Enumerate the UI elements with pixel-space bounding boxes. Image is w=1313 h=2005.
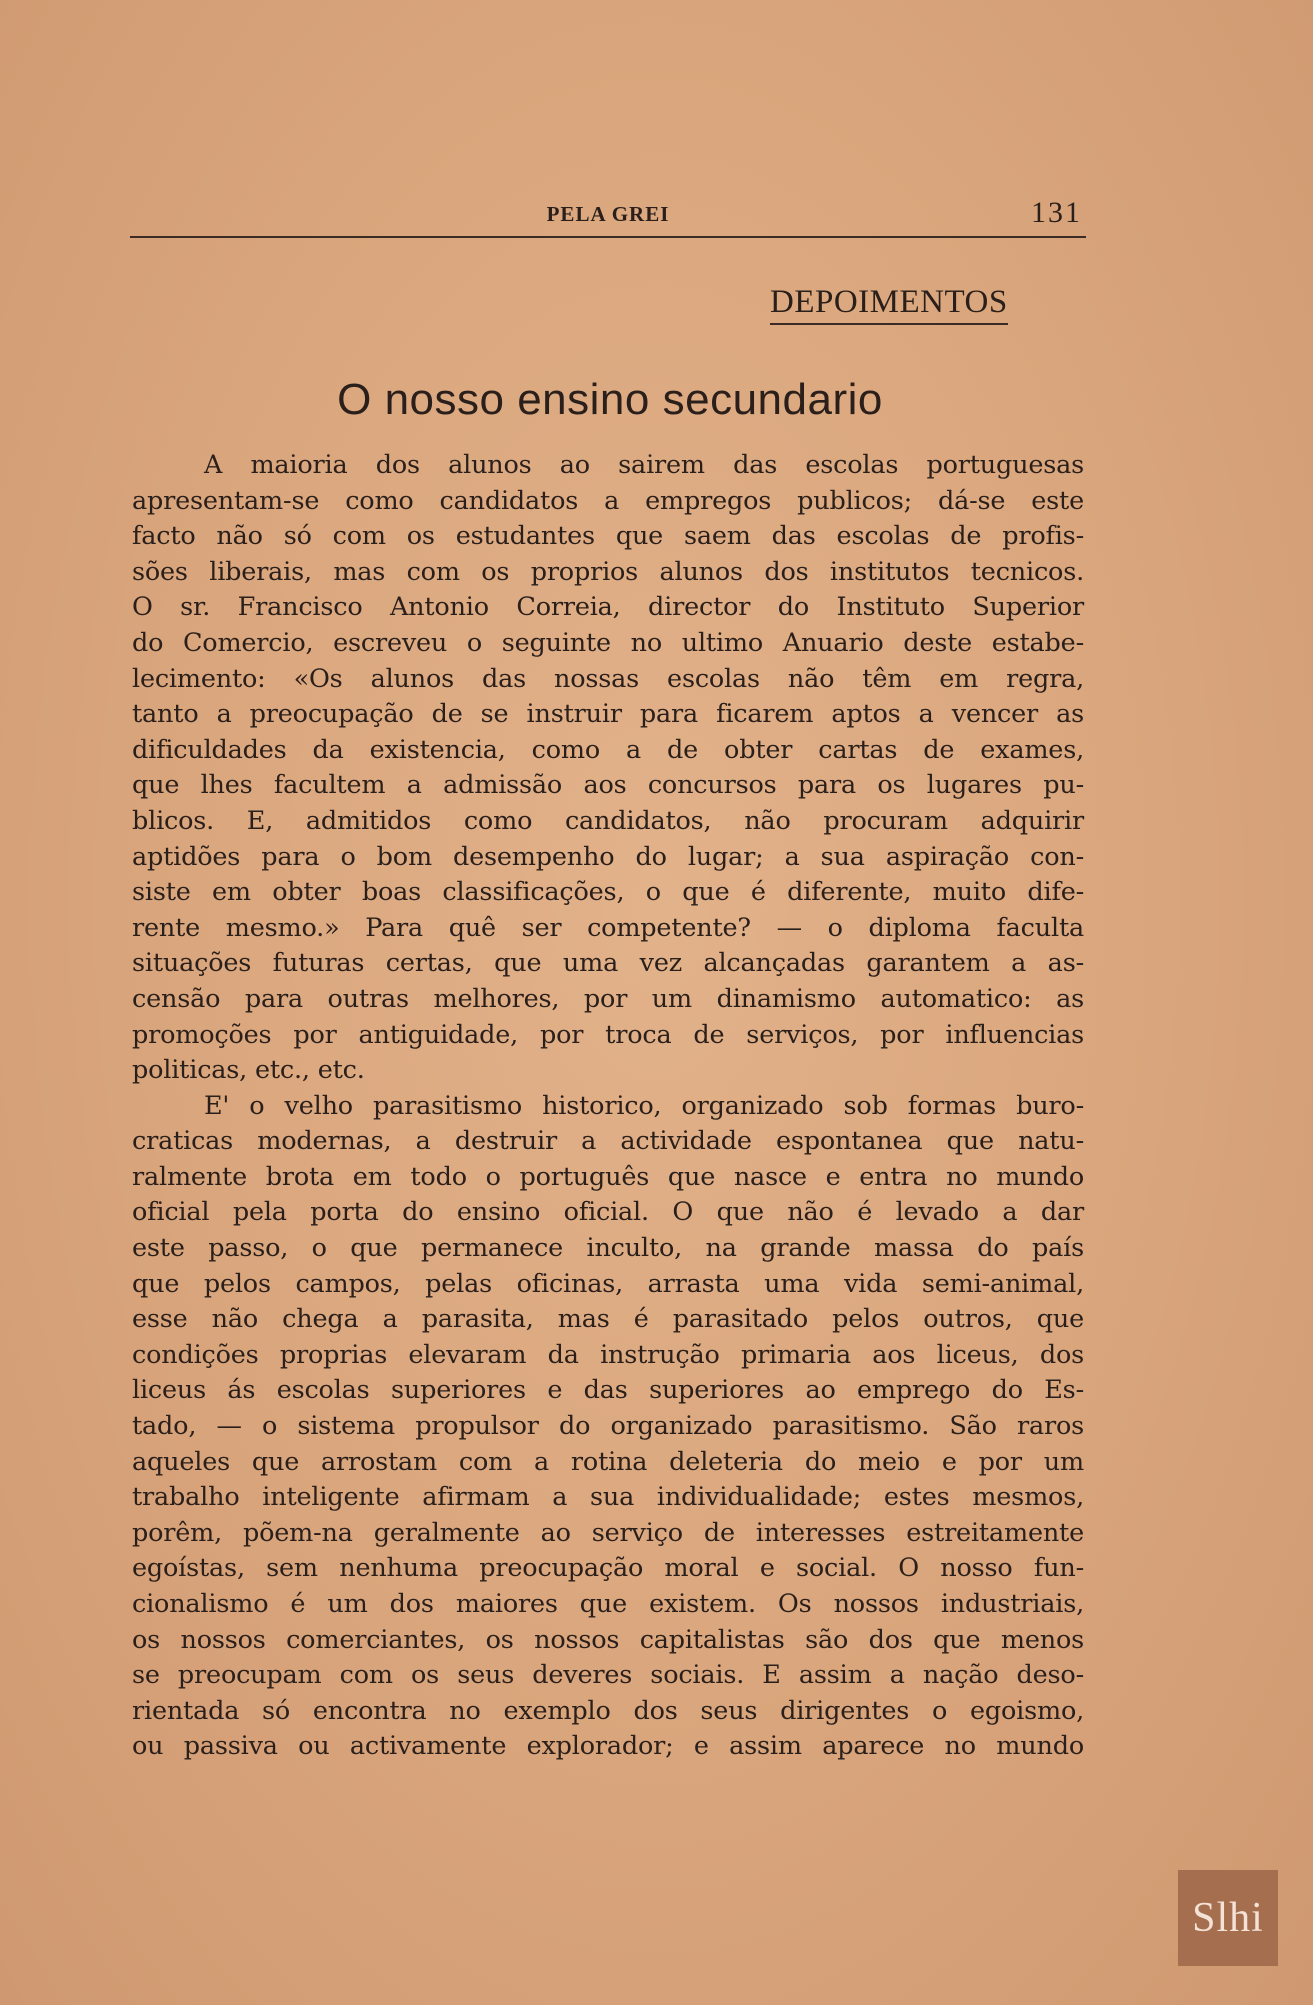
text-line: este passo, o que permanece inculto, na grande massa do país <box>132 1233 1084 1264</box>
library-stamp-logo: Slhi <box>1178 1870 1278 1966</box>
text-line: censão para outras melhores, por um dinamismo automatico: as <box>132 983 1084 1014</box>
paragraph-1 <box>132 448 1084 1089</box>
text-line: que pelos campos, pelas oficinas, arrasta uma vida semi-animal, <box>132 1268 1084 1299</box>
text-line: rientada só encontra no exemplo dos seus dirigentes o egoismo, <box>132 1695 1084 1726</box>
text-line: porêm, põem-na geralmente ao serviço de interesses estreitamente <box>132 1517 1084 1548</box>
text-line: do Comercio, escreveu o seguinte no ultimo Anuario deste estabe- <box>132 627 1084 658</box>
text-line: os nossos comerciantes, os nossos capitalistas são dos que menos <box>132 1624 1084 1655</box>
text-line: facto não só com os estudantes que saem das escolas de profis- <box>132 521 1084 552</box>
text-line: tado, — o sistema propulsor do organizado parasitismo. São raros <box>132 1411 1084 1442</box>
article-title: O nosso ensino secundario <box>337 375 883 424</box>
text-line: condições proprias elevaram da instrução primaria aos liceus, dos <box>132 1339 1084 1370</box>
text-line: sões liberais, mas com os proprios alunos dos institutos tecnicos. <box>132 556 1084 587</box>
page-number: 131 <box>1031 196 1082 229</box>
text-line: egoístas, sem nenhuma preocupação moral e social. O nosso fun- <box>132 1553 1084 1584</box>
running-title: PELA GREI <box>546 202 670 226</box>
text-line: E' o velho parasitismo historico, organizado sob formas buro- <box>204 1090 1084 1121</box>
text-line: siste em obter boas classificações, o que é diferente, muito dife- <box>132 877 1084 908</box>
text-line: liceus ás escolas superiores e das superiores ao emprego do Es- <box>132 1375 1084 1406</box>
running-header <box>130 196 1086 238</box>
text-line: craticas modernas, a destruir a actividade espontanea que natu- <box>132 1126 1084 1157</box>
article-body <box>132 448 1084 1765</box>
paragraph-2 <box>132 1089 1084 1765</box>
text-line: que lhes facultem a admissão aos concursos para os lugares pu- <box>132 770 1084 801</box>
text-line: tanto a preocupação de se instruir para ficarem aptos a vencer as <box>132 699 1084 730</box>
text-line: blicos. E, admitidos como candidatos, não procuram adquirir <box>132 805 1084 836</box>
text-line: ralmente brota em todo o português que nasce e entra no mundo <box>132 1161 1084 1192</box>
text-line: oficial pela porta do ensino oficial. O que não é levado a dar <box>132 1197 1084 1228</box>
text-line: dificuldades da existencia, como a de obter cartas de exames, <box>132 734 1084 765</box>
text-line: lecimento: «Os alunos das nossas escolas não têm em regra, <box>132 663 1084 694</box>
text-line: A maioria dos alunos ao sairem das escolas portuguesas <box>204 450 1084 480</box>
text-line: cionalismo é um dos maiores que existem. Os nossos industriais, <box>132 1589 1084 1619</box>
text-line: O sr. Francisco Antonio Correia, director do Instituto Superior <box>132 592 1084 623</box>
text-line: ou passiva ou activamente explorador; e assim aparece no mundo <box>132 1731 1084 1762</box>
text-line: situações futuras certas, que uma vez alcançadas garantem a as- <box>132 948 1084 979</box>
text-line: se preocupam com os seus deveres sociais. E assim a nação deso- <box>132 1660 1084 1691</box>
text-line: aqueles que arrostam com a rotina deleteria do meio e por um <box>132 1446 1084 1477</box>
text-line: apresentam-se como candidatos a empregos publicos; dá-se este <box>132 485 1084 516</box>
section-title: DEPOIMENTOS <box>770 284 1008 325</box>
text-line: promoções por antiguidade, por troca de serviços, por influencias <box>132 1019 1084 1050</box>
text-line: esse não chega a parasita, mas é parasitado pelos outros, que <box>132 1304 1084 1335</box>
text-line: politicas, etc., etc. <box>132 1055 365 1086</box>
text-line: rente mesmo.» Para quê ser competente? — o diploma faculta <box>132 912 1084 943</box>
text-line: aptidões para o bom desempenho do lugar; a sua aspiração con- <box>132 841 1084 872</box>
text-line: trabalho inteligente afirmam a sua individualidade; estes mesmos, <box>132 1482 1084 1513</box>
